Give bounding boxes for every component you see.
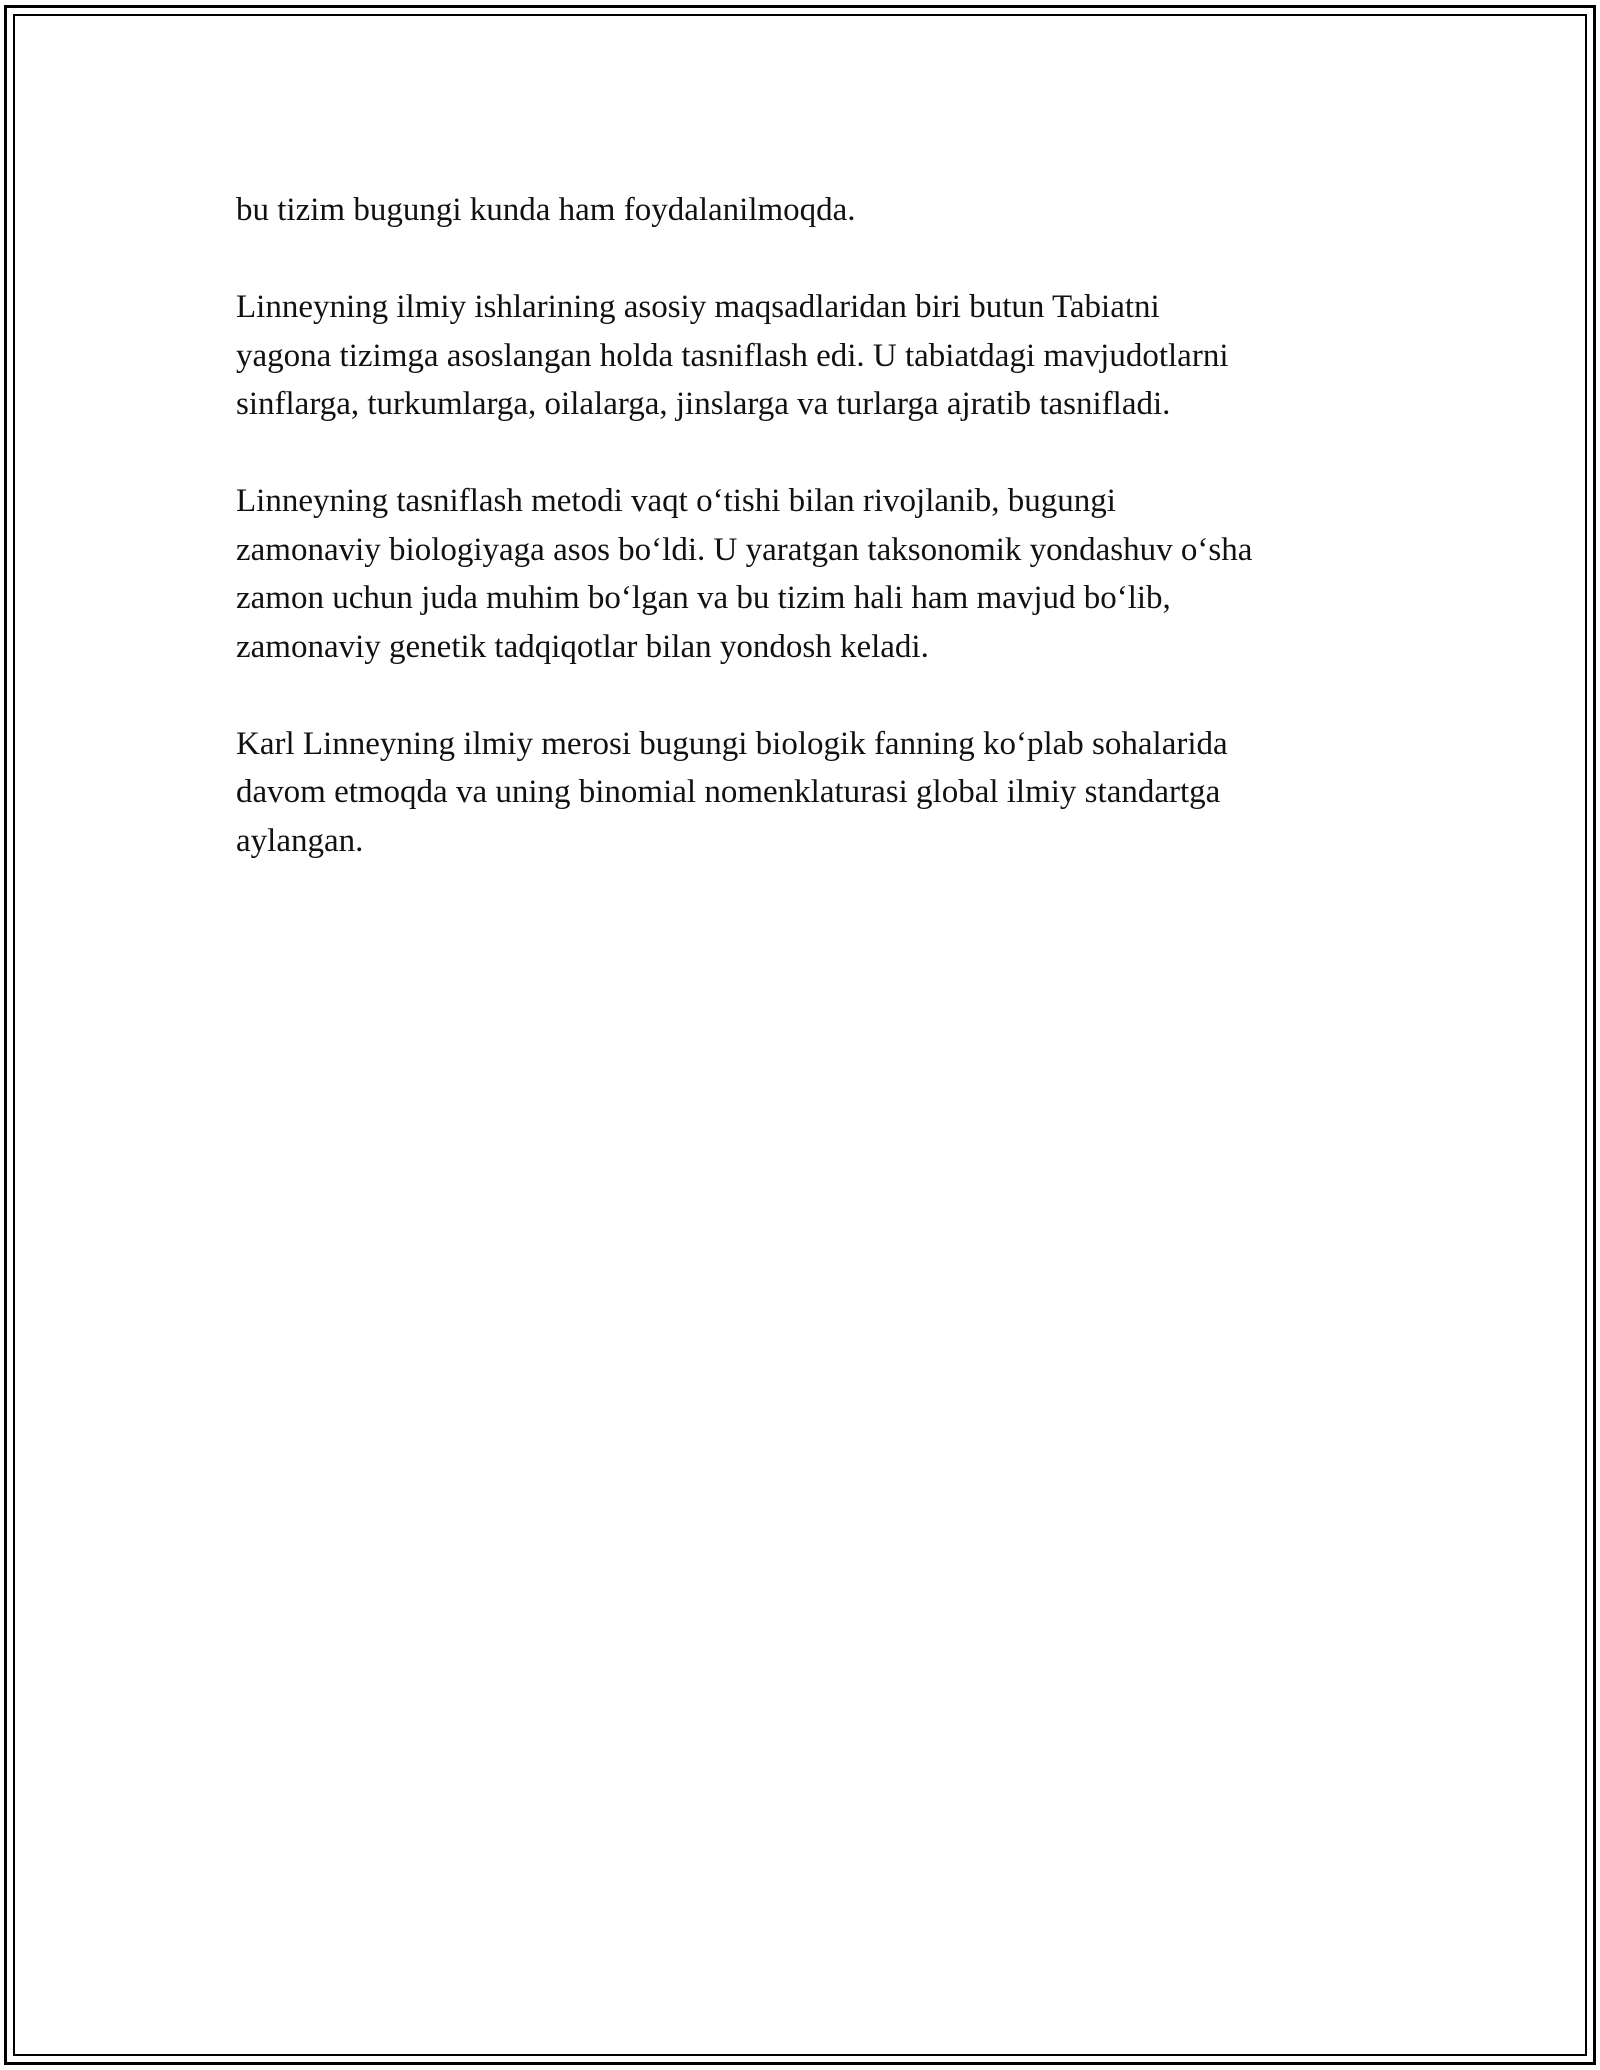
- text-line: zamonaviy biologiyaga asos bo‘ldi. U yaratgan taksonomik yondashuv o‘sha: [236, 531, 1253, 568]
- paragraph-4: [236, 720, 1416, 866]
- text-line: yagona tizimga asoslangan holda tasniflash edi. U tabiatdagi mavjudotlarni: [236, 337, 1229, 374]
- text-line: Karl Linneyning ilmiy merosi bugungi biologik fanning ko‘plab sohalarida: [236, 725, 1228, 762]
- paragraph-1: [236, 186, 1416, 235]
- text-line: bu tizim bugungi kunda ham foydalanilmoqda.: [236, 192, 856, 228]
- document-body: [236, 186, 1416, 914]
- text-line: davom etmoqda va uning binomial nomenklaturasi global ilmiy standartga: [236, 774, 1221, 810]
- text-line: zamonaviy genetik tadqiqotlar bilan yondosh keladi.: [236, 628, 929, 665]
- paragraph-2: [236, 283, 1416, 429]
- text-line: Linneyning ilmiy ishlarining asosiy maqsadlaridan biri butun Tabiatni: [236, 289, 1160, 325]
- text-line: sinflarga, turkumlarga, oilalarga, jinslarga va turlarga ajratib tasnifladi.: [236, 386, 1171, 422]
- paragraph-3: [236, 477, 1416, 671]
- text-line: zamon uchun juda muhim bo‘lgan va bu tizim hali ham mavjud bo‘lib,: [236, 580, 1171, 616]
- text-line: aylangan.: [236, 822, 364, 859]
- text-line: Linneyning tasniflash metodi vaqt o‘tishi bilan rivojlanib, bugungi: [236, 483, 1116, 519]
